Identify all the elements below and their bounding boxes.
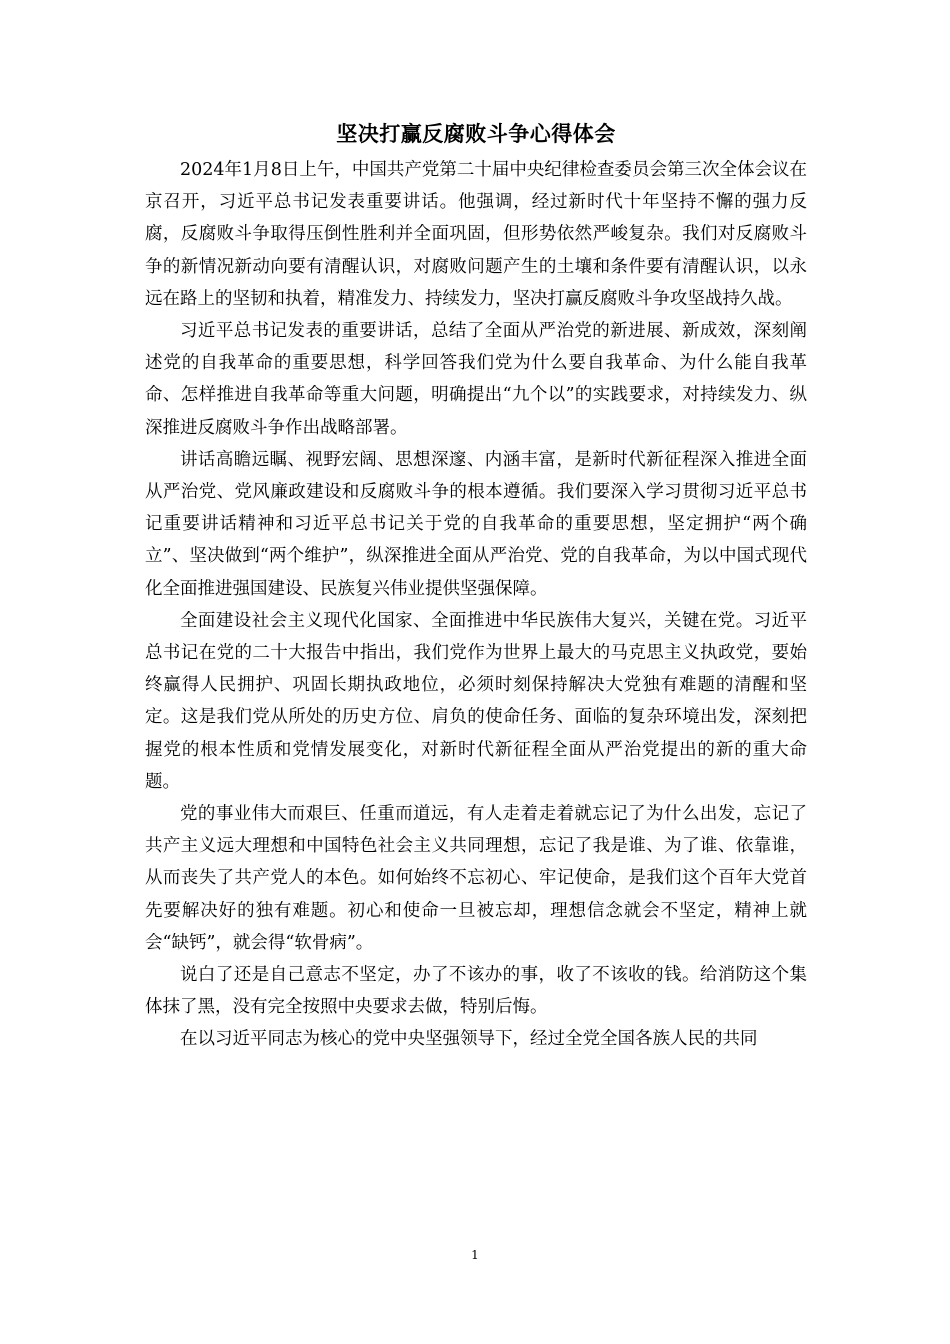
paragraph-1: 2024年1月8日上午，中国共产党第二十届中央纪律检查委员会第三次全体会议在京召开，习近平总书记发表重要讲话。他强调，经过新时代十年坚持不懈的强力反腐，反腐败斗争取得压倒性胜利并全面巩固，但形势依然严峻复杂。我们对反腐败斗争的新情况新动向要有清醒认识，对腐败问题产生的土壤和条件要有清醒认识，以永远在路上的坚韧和执着，精准发力、持续发力，坚决打赢反腐败斗争攻坚战持久战。 <box>145 160 807 309</box>
document-title: 坚决打赢反腐败斗争心得体会 <box>336 121 616 146</box>
paragraph-6: 说白了还是自己意志不坚定，办了不该办的事，收了不该收的钱。给消防这个集体抹了黑，没有完全按照中央要求去做，特别后悔。 <box>145 965 807 1018</box>
page-number: 1 <box>471 1248 479 1262</box>
paragraph-7: 在以习近平同志为核心的党中央坚强领导下，经过全党全国各族人民的共同 <box>180 1029 758 1050</box>
paragraph-5: 党的事业伟大而艰巨、任重而道远，有人走着走着就忘记了为什么出发，忘记了共产主义远大理想和中国特色社会主义共同理想，忘记了我是谁、为了谁、依靠谁，从而丧失了共产党人的本色。如何始终不忘初心、牢记使命，是我们这个百年大党首先要解决好的独有难题。初心和使命一旦被忘却，理想信念就会不坚定，精神上就会“缺钙”，就会得“软骨病”。 <box>145 804 807 953</box>
document-page <box>145 114 807 1056</box>
paragraph-4: 全面建设社会主义现代化国家、全面推进中华民族伟大复兴，关键在党。习近平总书记在党的二十大报告中指出，我们党作为世界上最大的马克思主义执政党，要始终赢得人民拥护、巩固长期执政地位，必须时刻保持解决大党独有难题的清醒和坚定。这是我们党从所处的历史方位、肩负的使命任务、面临的复杂环境出发，深刻把握党的根本性质和党情发展变化，对新时代新征程全面从严治党提出的新的重大命题。 <box>145 610 807 792</box>
paragraph-2: 习近平总书记发表的重要讲话，总结了全面从严治党的新进展、新成效，深刻阐述党的自我革命的重要思想，科学回答我们党为什么要自我革命、为什么能自我革命、怎样推进自我革命等重大问题，明确提出“九个以”的实践要求，对持续发力、纵深推进反腐败斗争作出战略部署。 <box>145 321 807 438</box>
paragraph-3: 讲话高瞻远瞩、视野宏阔、思想深邃、内涵丰富，是新时代新征程深入推进全面从严治党、党风廉政建设和反腐败斗争的根本遵循。我们要深入学习贯彻习近平总书记重要讲话精神和习近平总书记关于党的自我革命的重要思想，坚定拥护“两个确立”、坚决做到“两个维护”，纵深推进全面从严治党、党的自我革命，为以中国式现代化全面推进强国建设、民族复兴伟业提供坚强保障。 <box>145 449 807 599</box>
